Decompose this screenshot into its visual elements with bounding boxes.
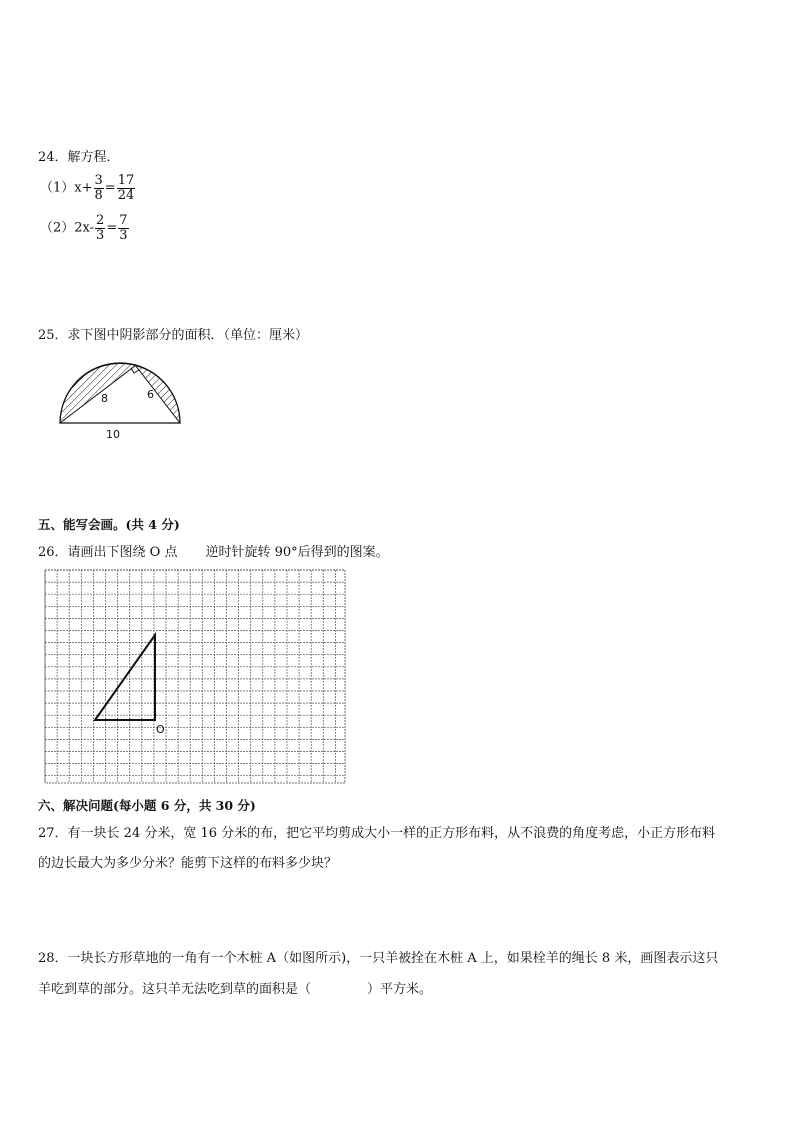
q25-title: 25．求下图中阴影部分的面积．（单位：厘米） (38, 328, 309, 343)
label-side-8: 8 (101, 392, 108, 405)
denominator: 3 (96, 227, 105, 243)
q26-text-a: 26．请画出下图绕 O 点 (38, 545, 178, 560)
denominator: 24 (117, 187, 135, 203)
q27-line2: 的边长最大为多少分米？能剪下这样的布料多少块？ (38, 856, 338, 871)
numerator: 2 (96, 213, 105, 228)
q26-text-b: 逆时针旋转 90°后得到的图案。 (205, 545, 389, 560)
label-side-6: 6 (147, 388, 154, 401)
triangle (95, 635, 155, 720)
label-diameter-10: 10 (106, 428, 120, 441)
grid-border (45, 570, 345, 783)
q27-line1: 27．有一块长 24 分米，宽 16 分米的布，把它平均剪成大小一样的正方形布料，从不浪费的角度考虑，小正方形布料 (38, 826, 716, 841)
q28-line2-b: ）平方米。 (367, 982, 433, 997)
grid-lines (45, 570, 345, 783)
section5-heading: 五、能写会画。(共 4 分) (38, 517, 180, 532)
equals-sign: = (104, 180, 116, 196)
numerator: 3 (94, 173, 103, 188)
q24-title: 24．解方程． (38, 150, 120, 165)
denominator: 8 (94, 187, 103, 203)
q24-part1-label: （1）x+ (40, 180, 93, 196)
point-o-label: O (156, 723, 165, 736)
q28-line1: 28．一块长方形草地的一角有一个木桩 A（如图所示)，一只羊被拴在木桩 A 上，如果栓羊的绳长 8 米，画图表示这只 (38, 951, 719, 966)
q24-part2-label: （2）2x- (40, 220, 95, 236)
numerator: 17 (117, 173, 135, 188)
equals-sign: = (106, 220, 118, 236)
numerator: 7 (119, 213, 128, 228)
section6-heading: 六、解决问题(每小题 6 分，共 30 分) (38, 798, 256, 813)
q28-line2-a: 羊吃到草的部分。这只羊无法吃到草的面积是（ (38, 982, 312, 997)
denominator: 3 (119, 227, 128, 243)
q28-line2 (38, 978, 432, 997)
